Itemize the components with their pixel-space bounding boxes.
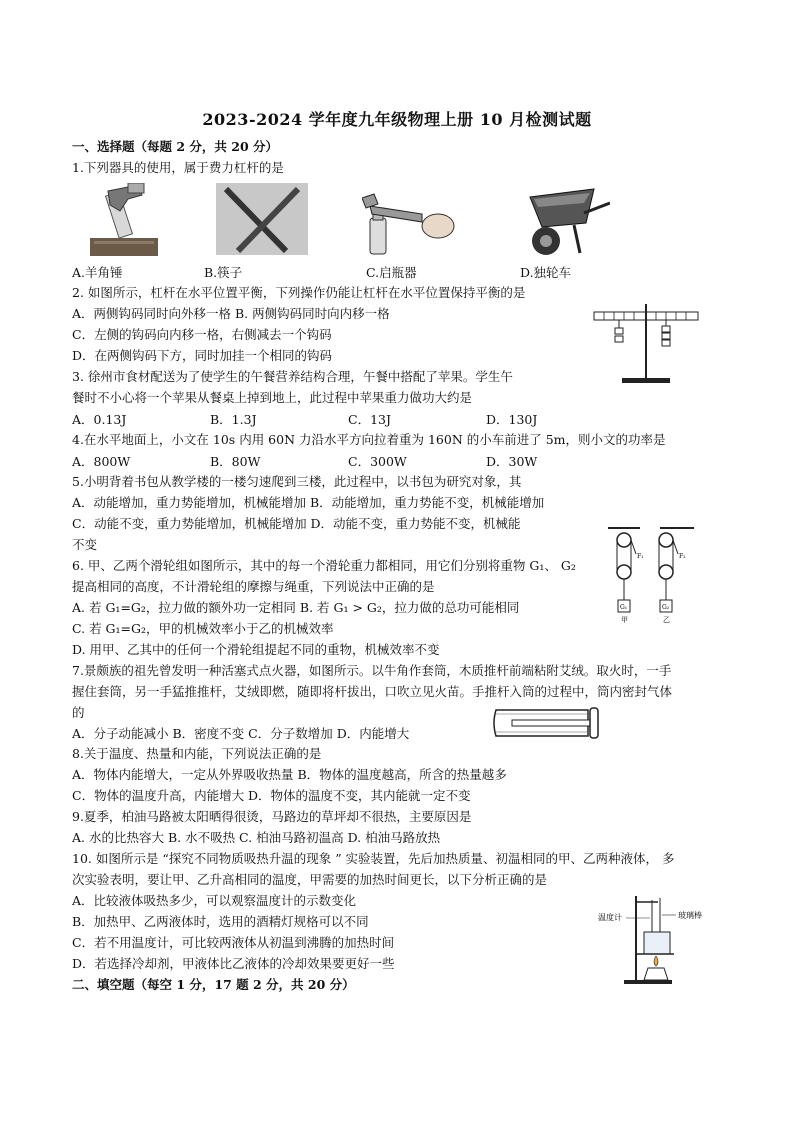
q4-option-d: D．30W [486, 454, 538, 469]
q2-stem: 2. 如图所示，杠杆在水平位置平衡，下列操作仍能让杠杆在水平位置保持平衡的是 [72, 285, 526, 300]
q10-line1: 10. 如图所示是 “探究不同物质吸热升温的现象 ” 实验装置，先后加热质量、初温相同的甲、乙两种液体， 多 [72, 851, 675, 866]
section-choice-heading: 一、选择题（每题 2 分，共 20 分） [72, 139, 279, 154]
q3-line2: 餐时不小心将一个苹果从餐桌上掉到地上，此过程中苹果重力做功大约是 [72, 390, 473, 405]
q6-option-d: D. 用甲、乙其中的任何一个滑轮组提起不同的重物，机械效率不变 [72, 642, 440, 657]
q7-options: A．分子动能减小 B．密度不变 C．分子数增加 D．内能增大 [72, 726, 410, 741]
wheelbarrow-image [524, 183, 610, 259]
page-title: 2023-2024 学年度九年级物理上册 10 月检测试题 [202, 110, 592, 129]
q4-option-c: C．300W [348, 454, 407, 469]
q3-option-d: D．130J [486, 412, 538, 427]
q7-line3: 的 [72, 705, 85, 720]
q5-options-ab: A．动能增加，重力势能增加，机械能增加 B．动能增加，重力势能不变，机械能增加 [72, 495, 545, 510]
bottle-opener-image [362, 192, 458, 256]
q2-options-ab: A．两侧钩码同时向外移一格 B. 两侧钩码同时向内移一格 [72, 306, 390, 321]
pulley-g1-label: G₁ [620, 604, 628, 611]
heating-apparatus-diagram [596, 892, 720, 986]
q6-line1: 6. 甲、乙两个滑轮组如图所示，其中的每一个滑轮重力都相同，用它们分别将重物 G₁、 G₂ [72, 558, 576, 573]
q8-options-cd: C．物体的温度升高，内能增大 D．物体的温度不变，其内能就一定不变 [72, 788, 471, 803]
pulley-f1-label: F₁ [637, 553, 644, 560]
q10-option-a: A．比较液体吸热多少，可以观察温度计的示数变化 [72, 893, 357, 908]
q3-option-b: B．1.3J [210, 412, 257, 427]
q10-option-b: B．加热甲、乙两液体时，选用的酒精灯规格可以不同 [72, 914, 369, 929]
q6-options-ab: A. 若 G₁=G₂，拉力做的额外功一定相同 B. 若 G₁ > G₂，拉力做的总功可能相同 [72, 600, 520, 615]
q3-option-c: C．13J [348, 412, 391, 427]
q8-options-ab: A．物体内能增大，一定从外界吸收热量 B．物体的温度越高，所含的热量越多 [72, 767, 507, 782]
q9-options: A. 水的比热容大 B. 水不吸热 C. 柏油马路初温高 D. 柏油马路放热 [72, 830, 441, 845]
q3-line1: 3. 徐州市食材配送为了使学生的午餐营养结构合理，午餐中搭配了苹果。学生午 [72, 369, 513, 384]
q2-option-d: D．在两侧钩码下方，同时加挂一个相同的钩码 [72, 348, 333, 363]
fire-piston-diagram [492, 706, 604, 740]
pulley-systems-diagram [604, 526, 700, 628]
q10-option-d: D．若选择冷却剂，甲液体比乙液体的冷却效果要更好一些 [72, 956, 395, 971]
q4-option-a: A．800W [72, 454, 131, 469]
chopsticks-image [216, 183, 308, 255]
q4-stem: 4.在水平地面上，小文在 10s 内用 60N 力沿水平方向拉着重为 160N 的小车前进了 5m，则小文的功率是 [72, 432, 666, 447]
q1-option-c: C.启瓶器 [366, 265, 417, 280]
section-fill-heading: 二、填空题（每空 1 分，17 题 2 分，共 20 分） [72, 977, 355, 992]
q1-option-a: A.羊角锤 [72, 265, 123, 280]
pulley-g2-label: G₂ [662, 604, 670, 611]
pulley-jia-label: 甲 [621, 616, 628, 624]
q1-stem: 1.下列器具的使用，属于费力杠杆的是 [72, 160, 284, 175]
q5-continuation: 不变 [72, 537, 98, 552]
pulley-f2-label: F₂ [679, 553, 686, 560]
q7-line1: 7.景颇族的祖先曾发明一种活塞式点火器，如图所示。以牛角作套筒，木质推杆前端粘附艾绒。取火时，一手 [72, 663, 672, 678]
q10-line2: 次实验表明，要让甲、乙升高相同的温度，甲需要的加热时间更长，以下分析正确的是 [72, 872, 548, 887]
q9-stem: 9.夏季，柏油马路被太阳晒得很烫，马路边的草坪却不很热，主要原因是 [72, 809, 472, 824]
q3-option-a: A．0.13J [72, 412, 127, 427]
q6-option-c: C. 若 G₁=G₂，甲的机械效率小于乙的机械效率 [72, 621, 334, 636]
q10-option-c: C．若不用温度计，可比较两液体从初温到沸腾的加热时间 [72, 935, 395, 950]
q5-stem: 5.小明背着书包从教学楼的一楼匀速爬到三楼，此过程中，以书包为研究对象，其 [72, 474, 522, 489]
q8-stem: 8.关于温度、热量和内能，下列说法正确的是 [72, 746, 322, 761]
claw-hammer-image [90, 183, 158, 258]
q2-option-c: C．左侧的钩码向内移一格，右侧减去一个钩码 [72, 327, 332, 342]
q5-options-cd: C．动能不变，重力势能增加，机械能增加 D．动能不变，重力势能不变，机械能 [72, 516, 521, 531]
lever-balance-diagram [592, 300, 702, 386]
pulley-yi-label: 乙 [663, 616, 670, 624]
q1-option-b: B.筷子 [204, 265, 243, 280]
q7-line2: 握住套筒，另一手猛推推杆，艾绒即燃，随即将杆拔出，口吹立见火苗。手推杆入筒的过程中，筒内密封气体 [72, 684, 673, 699]
q6-line2: 提高相同的高度，不计滑轮组的摩擦与绳重，下列说法中正确的是 [72, 579, 435, 594]
q4-option-b: B．80W [210, 454, 261, 469]
q1-option-d: D.独轮车 [520, 265, 572, 280]
thermometer-label: 温度计 [598, 913, 622, 922]
glass-rod-label: 玻璃棒 [678, 911, 702, 920]
